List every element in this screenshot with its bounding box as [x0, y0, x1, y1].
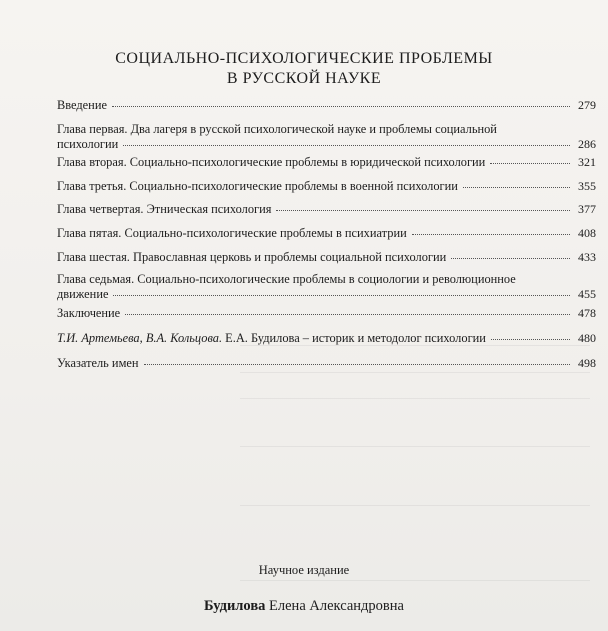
toc-entry-chapter-3	[57, 179, 596, 194]
bleed-through-line	[240, 398, 590, 399]
bleed-through-line	[240, 580, 590, 581]
toc-entry-chapter-6	[57, 250, 596, 265]
leader-dots	[125, 313, 570, 315]
author-given-names: Елена Александровна	[265, 598, 404, 614]
leader-dots	[451, 257, 570, 259]
toc-entry-chapter-2	[57, 155, 596, 170]
toc-entry-label: Глава седьмая. Социально-психологические проблемы в социологии и революционное	[57, 272, 516, 286]
bleed-through-line	[240, 446, 590, 447]
toc-entry-label: Глава четвертая. Этническая психология	[57, 202, 272, 216]
toc-page-number: 433	[578, 250, 596, 264]
toc-page-number: 408	[578, 226, 596, 240]
toc-entry-label: Глава третья. Социально-психологические проблемы в военной психологии	[57, 179, 458, 193]
leader-dots	[112, 105, 570, 107]
toc-entry-label: Глава вторая. Социально-психологические проблемы в юридической психологии	[57, 155, 486, 169]
toc-page-number: 377	[578, 202, 596, 216]
toc-entry-name-index	[57, 356, 596, 371]
toc-entry-chapter-7	[57, 272, 596, 302]
toc-page-number: 286	[578, 137, 596, 151]
toc-entry-label-cont: психологии	[57, 137, 119, 151]
toc-entry-chapter-4	[57, 202, 596, 217]
toc-entry-label: Глава первая. Два лагеря в русской психологической науке и проблемы социальной	[57, 122, 497, 136]
toc-page-number: 480	[578, 331, 596, 345]
toc-entry-introduction	[57, 98, 596, 113]
leader-dots	[276, 209, 570, 211]
toc-entry-label: Заключение	[57, 306, 121, 320]
toc-entry-conclusion	[57, 306, 596, 321]
publication-type: Научное издание	[258, 563, 350, 577]
toc-page-number: 455	[578, 287, 596, 301]
toc-entry-label: Указатель имен	[57, 356, 139, 370]
leader-dots	[463, 186, 570, 188]
author-surname: Будилова	[204, 598, 266, 614]
toc-page-number: 355	[578, 179, 596, 193]
toc-page-number: 498	[578, 356, 596, 370]
toc-entry-authors: Т.И. Артемьева, В.А. Кольцова.	[57, 331, 223, 345]
leader-dots	[491, 338, 570, 340]
section-title-line-2: В РУССКОЙ НАУКЕ	[226, 70, 382, 87]
toc-entry-chapter-5	[57, 226, 596, 241]
section-title-line-1: СОЦИАЛЬНО-ПСИХОЛОГИЧЕСКИЕ ПРОБЛЕМЫ	[115, 50, 493, 67]
toc-entry-label: Глава пятая. Социально-психологические проблемы в психиатрии	[57, 226, 407, 240]
leader-dots	[123, 144, 570, 146]
bleed-through-line	[240, 372, 590, 373]
toc-page-number: 279	[578, 98, 596, 112]
toc-entry-chapter-1	[57, 122, 596, 152]
author-name	[0, 598, 608, 615]
toc-page-number: 478	[578, 306, 596, 320]
toc-entry-label: Глава шестая. Православная церковь и проблемы социальной психологии	[57, 250, 447, 264]
toc-page-number: 321	[578, 155, 596, 169]
bleed-through-line	[240, 505, 590, 506]
leader-dots	[144, 363, 570, 365]
toc-entry-label: Введение	[57, 98, 107, 112]
leader-dots	[113, 294, 570, 296]
toc-entry-label-cont: движение	[57, 287, 109, 301]
toc-entry-afterword	[57, 331, 596, 346]
leader-dots	[412, 233, 570, 235]
leader-dots	[490, 162, 570, 164]
toc-entry-label: Е.А. Будилова – историк и методолог психологии	[222, 331, 486, 345]
